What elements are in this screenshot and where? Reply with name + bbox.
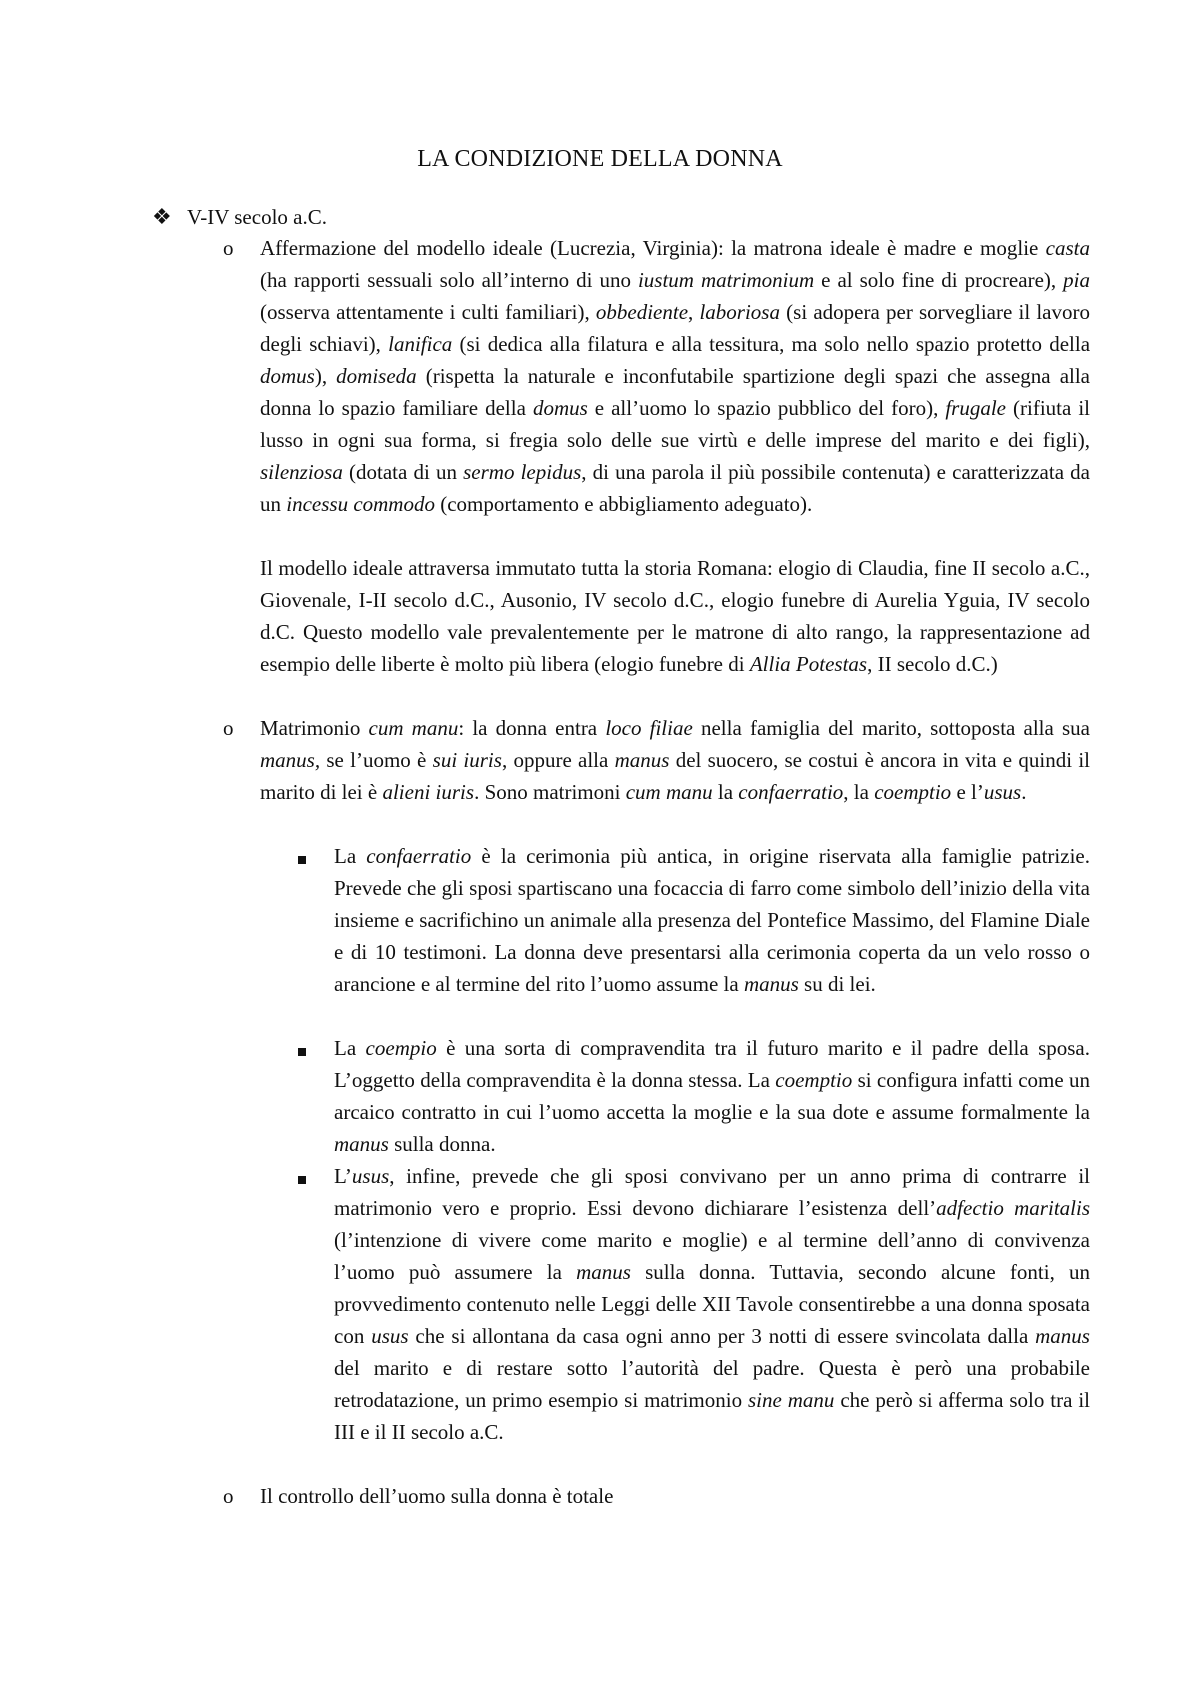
italic-term: manus (576, 1260, 631, 1284)
italic-term: sermo lepidus (463, 460, 582, 484)
italic-term: sine manu (747, 1388, 835, 1412)
italic-term: usus (371, 1324, 409, 1348)
text-run: : la donna entra (458, 716, 606, 740)
list-marker: o (223, 1484, 234, 1508)
italic-term: incessu commodo (286, 492, 435, 516)
italic-term: alieni iuris (382, 780, 475, 804)
text-run: la (712, 780, 739, 804)
text-run: La (334, 1036, 366, 1060)
italic-term: domus (260, 364, 315, 388)
text-run: ), (314, 364, 337, 388)
square-bullet-icon (298, 856, 306, 864)
italic-term: coempio (365, 1036, 437, 1060)
italic-term: adfectio maritalis (936, 1196, 1090, 1220)
text-run: , oppure alla (501, 748, 615, 772)
text-run: che però si afferma solo tra il III e il II secolo a.C. (334, 1388, 1091, 1444)
italic-term: usus (351, 1164, 390, 1188)
italic-term: manus (743, 972, 799, 996)
text-run: se l’uomo è (320, 748, 433, 772)
list-marker: o (223, 716, 234, 740)
italic-term: pia (1063, 268, 1090, 292)
italic-term: domiseda (336, 364, 417, 388)
italic-term: silenziosa (260, 460, 343, 484)
text-run: , II secolo d.C.) (867, 652, 998, 676)
text-run: nella famiglia del marito, sottoposta alla sua (692, 716, 1091, 740)
text-run: del suocero, se costui è ancora in vita e quindi il marito di lei è (260, 748, 1090, 804)
text-run: Il controllo dell’uomo sulla donna è totale (260, 1484, 614, 1508)
text-run: sulla donna. (388, 1132, 496, 1156)
italic-term: obbediente (595, 300, 689, 324)
diamond-bullet-icon: ❖ (152, 204, 172, 229)
text-run: . (1021, 780, 1027, 804)
text-run: (ha rapporti sessuali solo all’interno di uno (260, 268, 638, 292)
italic-term: casta (1045, 236, 1090, 260)
text-run: su di lei. (798, 972, 876, 996)
list-item-paragraph (260, 1480, 1090, 1512)
text-run: e all’uomo lo spazio pubblico del foro), (587, 396, 946, 420)
italic-term: manus (334, 1132, 389, 1156)
italic-term: manus (614, 748, 670, 772)
text-run: (l’intenzione di vivere come marito e moglie) e al termine dell’anno di convivenza l’uomo può assumere la (334, 1228, 1090, 1284)
text-run: (comportamento e abbigliamento adeguato). (434, 492, 813, 516)
text-run: (si dedica alla filatura e alla tessitura, ma solo nello spazio protetto della (452, 332, 1091, 356)
text-run: sulla donna. Tuttavia, secondo alcune fonti, un provvedimento contenuto nelle Leggi delle XII Tavole consentirebbe a una donna sposata con (334, 1260, 1090, 1348)
text-run: La (334, 844, 367, 868)
italic-term: Allia Potestas (749, 652, 868, 676)
section-heading (152, 202, 327, 232)
text-run: Il modello ideale attraversa immutato tutta la storia Romana: elogio di Claudia, fine II secolo a.C., Giovenale, I-II secolo d.C., Ausonio, IV secolo d.C., elogio funebre di Aurelia Yguia, IV secolo d.C. Questo modello vale prevalentemente per le matrone di alto rango, la rappresentazione ad esempio delle liberte è molto più libera (elogio funebre di (260, 556, 1090, 676)
section-heading-text: V-IV secolo a.C. (187, 205, 327, 229)
italic-term: loco filiae (605, 716, 693, 740)
text-run: è una sorta di compravendita tra il futuro marito e il padre della sposa. L’oggetto della compravendita è la donna stessa. La (334, 1036, 1090, 1092)
italic-term: domus (532, 396, 588, 420)
square-bullet-icon (298, 1176, 306, 1184)
square-bullet-icon (298, 1048, 306, 1056)
italic-term: manus, (260, 748, 321, 772)
italic-term: manus (1035, 1324, 1090, 1348)
list-item-paragraph (260, 552, 1090, 680)
sub-list-item (334, 1032, 1090, 1160)
italic-term: frugale (945, 396, 1006, 420)
italic-term: cum manu (368, 716, 459, 740)
italic-term: laboriosa (699, 300, 780, 324)
italic-term: confaerratio (366, 844, 472, 868)
text-run: (rispetta la naturale e inconfutabile spartizione degli spazi che assegna alla donna lo spazio familiare della (260, 364, 1090, 420)
text-run: Matrimonio (260, 716, 369, 740)
italic-term: confaerratio (738, 780, 844, 804)
list-marker: o (223, 236, 234, 260)
list-item-paragraph (260, 712, 1090, 808)
text-run: , (688, 300, 700, 324)
sub-list-item (334, 1160, 1090, 1448)
text-run: che si allontana da casa ogni anno per 3 notti di essere svincolata dalla (408, 1324, 1036, 1348)
text-run: (dotata di un (342, 460, 464, 484)
text-run: si configura infatti come un arcaico contratto in cui l’uomo accetta la moglie e la sua dote e assume formalmente la (334, 1068, 1090, 1124)
text-run: , la (843, 780, 875, 804)
sub-list-item (334, 840, 1090, 1000)
text-run: e l’ (951, 780, 984, 804)
text-run: L’ (334, 1164, 352, 1188)
text-run: (si adopera per sorvegliare il lavoro degli schiavi), (260, 300, 1090, 356)
list-item-paragraph (260, 232, 1090, 520)
text-run: del marito e di restare sotto l’autorità del padre. Questa è però una probabile retrodatazione, un primo esempio si matrimonio (334, 1356, 1090, 1412)
text-run: (osserva attentamente i culti familiari), (260, 300, 596, 324)
italic-term: coemptio (874, 780, 952, 804)
text-run: , infine, prevede che gli sposi convivano per un anno prima di contrarre il matrimonio vero e proprio. Essi devono dichiarare l’esistenza dell’ (334, 1164, 1090, 1220)
italic-term: sui iuris (432, 748, 502, 772)
italic-term: iustum matrimonium (637, 268, 815, 292)
italic-term: lanifica (388, 332, 453, 356)
italic-term: usus (983, 780, 1022, 804)
text-run: Affermazione del modello ideale (Lucrezia, Virginia): la matrona ideale è madre e moglie (260, 236, 1046, 260)
text-run: , di una parola il più possibile contenuta) e caratterizzata da un (260, 460, 1091, 516)
text-run: (rifiuta il lusso in ogni sua forma, si fregia solo delle sue virtù e delle imprese del marito e dei figli), (260, 396, 1090, 452)
text-run: . Sono matrimoni (474, 780, 626, 804)
text-run: è la cerimonia più antica, in origine riservata alla famiglie patrizie. Prevede che gli sposi spartiscano una focaccia di farro come simbolo dell’inizio della vita insieme e sacrifichino un animale alla presenza del Pontefice Massimo, del Flamine Diale e di 10 testimoni. La donna deve presentarsi alla cerimonia coperta da un velo rosso o arancione e al termine del rito l’uomo assume la (334, 844, 1090, 996)
text-run: e al solo fine di procreare), (814, 268, 1064, 292)
italic-term: cum manu (625, 780, 713, 804)
italic-term: coemptio (775, 1068, 853, 1092)
page-title: LA CONDIZIONE DELLA DONNA (417, 146, 783, 172)
